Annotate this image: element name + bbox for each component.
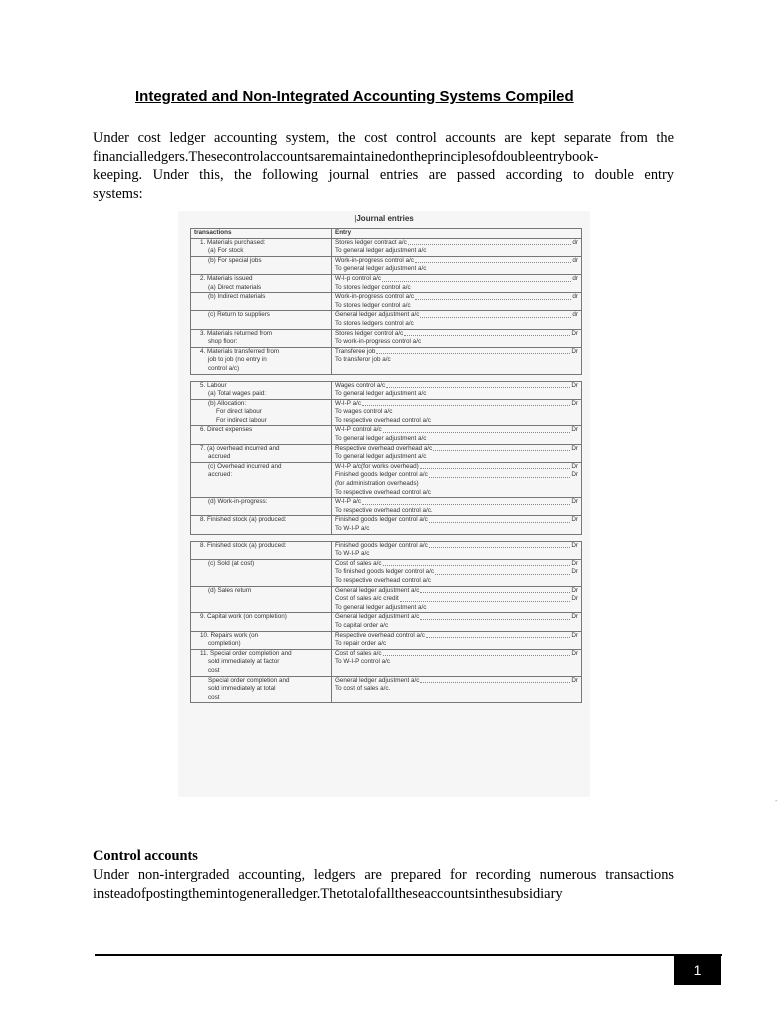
transaction-cell [191,311,332,329]
entry-account: Finished goods ledger control a/c [335,471,428,479]
entry-line [335,408,578,417]
entry-line [335,257,578,266]
transaction-text: accrued [208,453,231,461]
entry-line [335,577,578,586]
body-line: Under non-intergraded accounting, ledgers are prepared for recording numerous transactions [93,867,674,883]
table-row [191,347,582,374]
transaction-cell [191,238,332,256]
transaction-cell [191,347,332,374]
entry-line [335,284,578,293]
entry-account: To general ledger adjustment a/c [335,435,427,443]
dot-leader [376,348,570,355]
table-row [191,426,582,444]
page-title: Integrated and Non-Integrated Accounting Systems Compiled [135,88,574,105]
dot-leader [415,257,571,264]
entry-line [335,632,578,641]
entry-account: To stores ledger control a/c [335,283,411,291]
entry-cell [332,516,582,534]
table-row [191,462,582,497]
debit-marker: Dr [571,613,578,621]
entry-line [335,330,578,339]
dot-leader [415,293,571,300]
entry-account: To general ledger adjustment a/c [335,265,427,273]
body-paragraph [93,866,674,903]
entry-account: To W-I-P a/c [335,550,370,558]
entry-line [335,400,578,409]
entry-account: Cost of sales a/c credit [335,595,399,603]
journal-entries-table [190,228,582,703]
intro-line: Under cost ledger accounting system, the cost control accounts are kept separate from the [93,130,674,146]
footer-rule [95,954,722,956]
entry-account: Finished goods ledger control a/c [335,516,428,524]
table-row [191,238,582,256]
transaction-text: (c) Overhead incurred and [208,462,282,470]
table-row [191,631,582,649]
entry-account: Respective overhead overhead a/c [335,444,433,452]
transaction-text: 8. Finished stock (a) produced: [200,541,287,549]
dot-leader [383,426,571,433]
transaction-text: control a/c) [208,364,240,372]
dot-leader [383,650,571,657]
entry-account: General ledger adjustment a/c [335,676,420,684]
entry-account: To transferor job a/c [335,356,391,364]
section-heading: Control accounts [93,848,198,864]
entry-account: W-I-P a/c [335,498,362,506]
entry-account: To stores ledgers control a/c [335,319,414,327]
entry-account: Cost of sales a/c [335,649,382,657]
entry-cell [332,631,582,649]
entry-account: W-I-P a/c [335,399,362,407]
scan-mark: - [775,796,778,805]
entry-line [335,356,578,365]
entry-account: W-I-P a/c(for works overhead) [335,462,419,470]
entry-line [335,489,578,498]
entry-account: W-I-p control a/c [335,274,382,282]
intro-line: financialledgers.Thesecontrolaccountsaremaintainedontheprinciplesofdoubleentrybook- [93,148,599,165]
table-row [191,559,582,586]
transaction-cell [191,329,332,347]
entry-line [335,640,578,649]
entry-cell [332,311,582,329]
entry-line [335,471,578,480]
table-row [191,649,582,676]
debit-marker: Dr [571,568,578,576]
entry-cell [332,293,582,311]
transaction-text: 11. Special order completion and [200,649,292,657]
entry-account: Work-in-progress control a/c [335,256,414,264]
entry-line [335,595,578,604]
debit-marker: dr [572,274,578,282]
debit-marker: Dr [571,541,578,549]
entry-line [335,390,578,399]
entry-line [335,498,578,507]
transaction-text: (b) Allocation: [208,399,247,407]
debit-marker: Dr [571,649,578,657]
table-row [191,399,582,426]
debit-marker: Dr [571,595,578,603]
transaction-text: For direct labour [216,408,262,416]
entry-account: To general ledger adjustment a/c [335,247,427,255]
entry-line [335,525,578,534]
transaction-cell [191,559,332,586]
entry-account: Work-in-progress control a/c [335,293,414,301]
entry-line [335,426,578,435]
transaction-text: 4. Materials transferred from [200,347,280,355]
transaction-text: (a) Total wages paid: [208,390,266,398]
dot-leader [386,382,570,389]
transaction-text: Special order completion and [208,676,290,684]
entry-cell [332,676,582,703]
entry-account: To respective overhead control a/c [335,576,431,584]
entry-line [335,302,578,311]
transaction-text: 10. Repairs work (on [200,631,259,639]
table-row [191,311,582,329]
entry-account: To respective overhead control a/c [335,488,431,496]
entry-line [335,293,578,302]
col-entry: Entry [332,229,582,239]
table-row [191,541,582,559]
dot-leader [362,498,570,505]
transaction-text: cost [208,666,220,674]
entry-account: To cost of sales a/c. [335,685,391,693]
table-header-row [191,229,582,239]
entry-line [335,622,578,631]
dot-leader [362,400,570,407]
entry-account: To work-in-progress control a/c [335,338,422,346]
intro-paragraph [93,129,674,203]
entry-line [335,417,578,426]
transaction-cell [191,613,332,631]
entry-line [335,453,578,462]
dot-leader [383,560,571,567]
transaction-text: 8. Finished stock (a) produced: [200,516,287,524]
transaction-text: (a) For stock [208,247,244,255]
entry-cell [332,274,582,292]
dot-leader [408,239,572,246]
entry-line [335,320,578,329]
transaction-text: (b) For special jobs [208,256,262,264]
transaction-text: job to job (no entry in [208,356,267,364]
table-row [191,274,582,292]
dot-leader [420,587,570,594]
entry-account: To respective overhead control a/c. [335,506,433,514]
transaction-cell [191,631,332,649]
entry-line [335,445,578,454]
entry-cell [332,238,582,256]
entry-account: Respective overhead control a/c [335,631,425,639]
transaction-text: (c) Sold (at cost) [208,559,255,567]
debit-marker: Dr [571,399,578,407]
scan-heading: |Journal entries [354,214,414,223]
transaction-text: 1. Materials purchased: [200,238,266,246]
entry-account: To W-I-P a/c [335,525,370,532]
entry-account: To stores ledger control a/c [335,301,411,309]
entry-line [335,463,578,472]
transaction-text: sold immediately at total [208,685,276,693]
table-row [191,516,582,534]
entry-cell [332,329,582,347]
transaction-text: 2. Materials issued [200,274,253,282]
entry-line [335,658,578,667]
entry-cell [332,541,582,559]
intro-line: keeping. Under this, the following journal entries are passed according to double entry [93,167,674,183]
debit-marker: Dr [571,444,578,452]
table-gap [191,374,582,381]
transaction-cell [191,676,332,703]
transaction-cell [191,256,332,274]
transaction-text: 6. Direct expenses [200,426,253,434]
entry-line [335,435,578,444]
dot-leader [382,275,571,282]
entry-line [335,265,578,274]
entry-account: General ledger adjustment a/c [335,613,420,621]
transaction-cell [191,498,332,516]
transaction-text: For indirect labour [216,416,267,424]
entry-line [335,542,578,551]
dot-leader [420,613,570,620]
entry-cell [332,444,582,462]
entry-cell [332,381,582,399]
transaction-cell [191,541,332,559]
entry-line [335,480,578,489]
entry-line [335,650,578,659]
dot-leader [429,471,571,478]
entry-account: To repair order a/c [335,640,387,648]
intro-line: systems: [93,185,143,202]
transaction-cell [191,426,332,444]
transaction-text: 7. (a) overhead incurred and [200,444,280,452]
entry-account: Stores ledger control a/c [335,329,404,337]
col-transactions: transactions [191,229,332,239]
entry-line [335,507,578,516]
entry-account: To W-I-P control a/c [335,658,391,666]
entry-account: To capital order a/c [335,621,389,629]
entry-line [335,275,578,284]
entry-account: To general ledger adjustment a/c [335,453,427,461]
debit-marker: dr [572,293,578,301]
dot-leader [400,595,571,602]
entry-line [335,516,578,525]
transaction-text: sold immediately at factor [208,658,280,666]
table-gap [191,534,582,541]
transaction-text: (a) Direct materials [208,283,262,291]
table-row [191,613,582,631]
dot-leader [435,568,570,575]
debit-marker: Dr [571,347,578,355]
transaction-cell [191,649,332,676]
entry-cell [332,347,582,374]
entry-cell [332,399,582,426]
dot-leader [420,311,571,318]
table-row [191,256,582,274]
entry-cell [332,498,582,516]
entry-cell [332,559,582,586]
entry-account: (for administration overheads) [335,480,419,488]
debit-marker: Dr [571,516,578,524]
entry-line [335,348,578,357]
debit-marker: Dr [571,586,578,594]
transaction-cell [191,293,332,311]
entry-line [335,550,578,559]
entry-cell [332,426,582,444]
entry-line [335,560,578,569]
dot-leader [404,330,570,337]
transaction-cell [191,399,332,426]
entry-cell [332,256,582,274]
table-body [191,238,582,703]
entry-account: W-I-P control a/c [335,426,382,434]
table-row [191,676,582,703]
entry-line [335,677,578,686]
transaction-text: (d) Work-in-progress: [208,498,268,506]
table-row [191,329,582,347]
table-row [191,586,582,613]
entry-line [335,311,578,320]
debit-marker: Dr [571,426,578,434]
dot-leader [429,516,571,523]
debit-marker: dr [572,238,578,246]
page-number: 1 [674,954,721,985]
transaction-cell [191,462,332,497]
entry-line [335,568,578,577]
entry-account: Cost of sales a/c [335,559,382,567]
entry-account: To general ledger adjustment a/c [335,603,427,611]
transaction-cell [191,381,332,399]
table-row [191,444,582,462]
dot-leader [420,463,571,470]
entry-account: Wages control a/c [335,381,386,389]
entry-line [335,613,578,622]
entry-cell [332,462,582,497]
transaction-text: 5. Labour [200,381,227,389]
transaction-cell [191,516,332,534]
transaction-cell [191,274,332,292]
entry-account: To respective overhead control a/c [335,416,431,424]
entry-line [335,382,578,391]
entry-line [335,685,578,694]
entry-account: Stores ledger contract a/c [335,238,407,246]
entry-line [335,247,578,256]
debit-marker: Dr [571,462,578,470]
entry-account: Transferee job [335,347,376,355]
transaction-text: (d) Sales return [208,586,252,594]
table-row [191,381,582,399]
transaction-text: 9. Capital work (on completion) [200,613,287,621]
entry-account: Finished goods ledger control a/c [335,541,428,549]
transaction-text: (b) Indirect materials [208,293,266,301]
entry-cell [332,649,582,676]
transaction-cell [191,586,332,613]
dot-leader [429,542,571,549]
entry-cell [332,613,582,631]
table-row [191,293,582,311]
table-row [191,498,582,516]
transaction-text: shop floor: [208,338,238,346]
entry-line [335,239,578,248]
journal-entries-scan [178,211,778,805]
entry-account: To general ledger adjustment a/c [335,390,427,398]
debit-marker: Dr [571,676,578,684]
debit-marker: Dr [571,559,578,567]
transaction-cell [191,444,332,462]
entry-line [335,604,578,613]
dot-leader [426,632,570,639]
entry-account: General ledger adjustment a/c [335,311,420,319]
transaction-text: (c) Return to suppliers [208,311,270,319]
transaction-text: cost [208,693,220,701]
debit-marker: Dr [571,498,578,506]
transaction-text: 3. Materials returned from [200,329,273,337]
debit-marker: dr [572,256,578,264]
transaction-text: completion) [208,640,241,648]
dot-leader [433,445,570,452]
entry-cell [332,586,582,613]
entry-line [335,587,578,596]
debit-marker: Dr [571,381,578,389]
debit-marker: dr [572,311,578,319]
entry-account: To finished goods ledger control a/c [335,568,435,576]
debit-marker: Dr [571,329,578,337]
debit-marker: Dr [571,471,578,479]
entry-account: General ledger adjustment a/c [335,586,420,594]
debit-marker: Dr [571,631,578,639]
transaction-text: accrued: [208,471,233,479]
entry-line [335,338,578,347]
body-line: insteadofpostingthemintogeneralledger.Thetotalofalltheseaccountsinthesubsidiary [93,885,563,902]
dot-leader [420,677,570,684]
entry-account: To wages control a/c [335,408,393,416]
